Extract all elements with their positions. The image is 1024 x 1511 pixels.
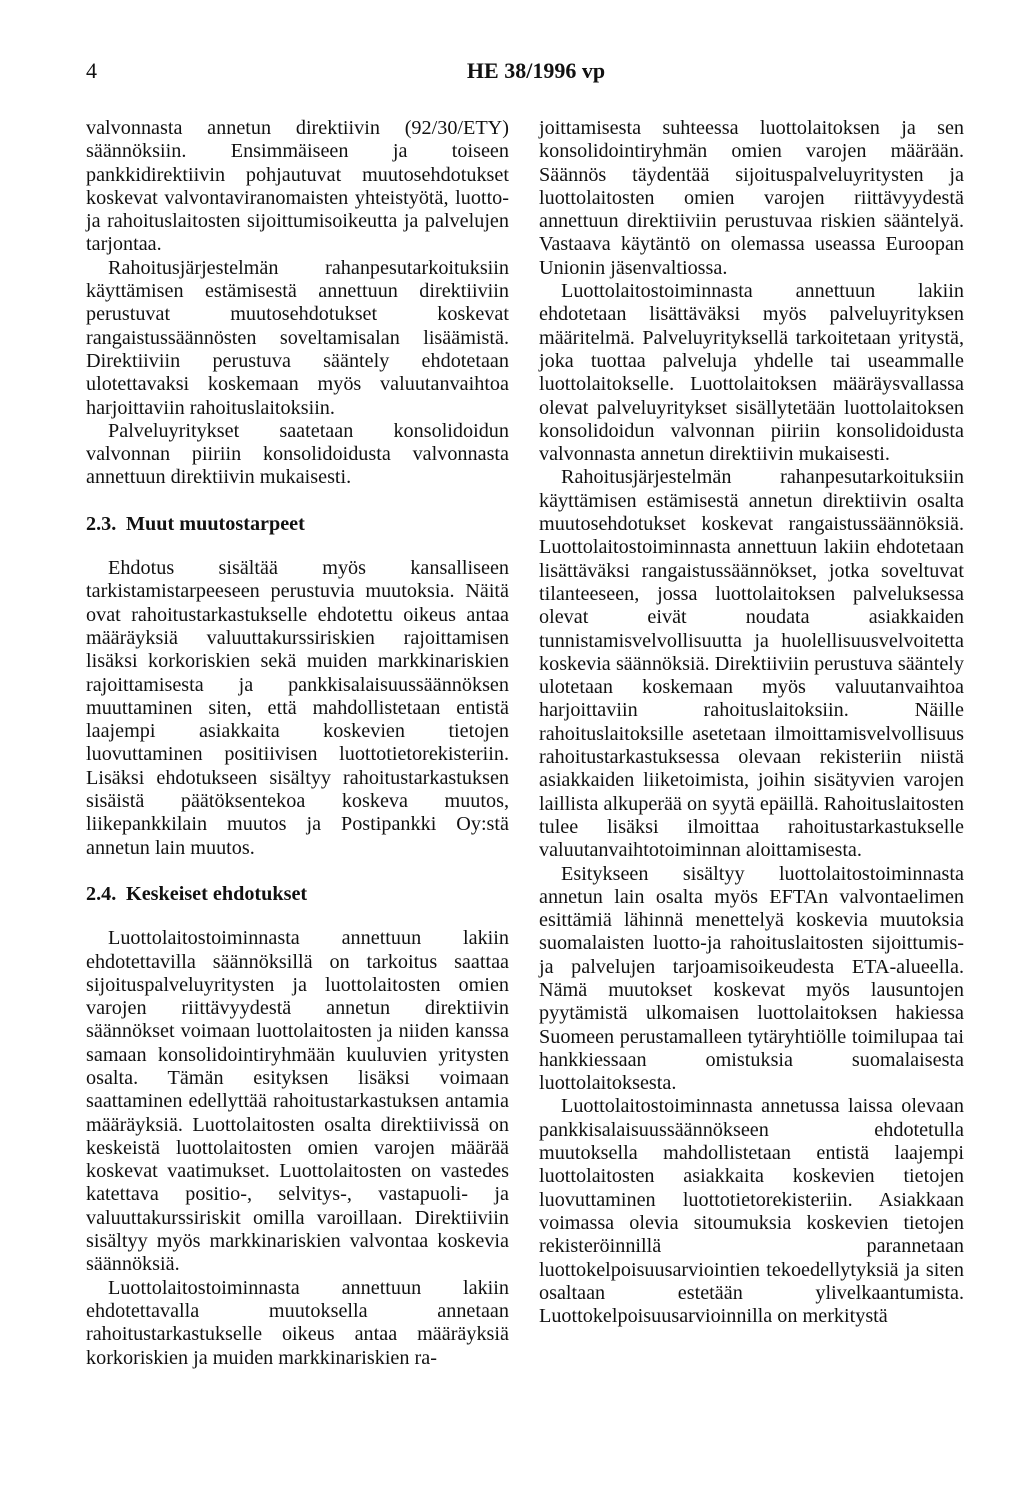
paragraph: Rahoitusjärjestelmän rahanpesutarkoituksiin käyttämisen estämisestä annettuun direktiiviin perustuvat muutosehdotukset koskevat rangaistussäännösten soveltamisalan lisäämistä. Direktiiviin perustuva sääntely ehdotetaan ulotettavaksi koskemaan myös valuutanvaihtoa harjoittaviin rahoituslaitoksiin.	[86, 256, 509, 419]
section-heading-2-3	[86, 513, 509, 536]
paragraph: Rahoitusjärjestelmän rahanpesutarkoituksiin käyttämisen estämisestä annetun direktiivin osalta muutosehdotukset koskevat rangaistussäännöksiä. Luottolaitostoiminnasta annettuun lakiin ehdotetaan lisättäväksi rangaistussäännökset, jotka soveltuvat tilanteeseen, jossa luottolaitoksen palveluksessa olevat eivät noudata asiakkaiden tunnistamisvelvollisuutta ja huolellisuusvelvoitetta koskevia säännöksiä. Direktiiviin perustuva sääntely ulotetaan koskemaan myös valuutanvaihtoa harjoittaviin rahoituslaitoksiin. Näille rahoituslaitoksille asetetaan ilmoittamisvelvollisuus rahoitustarkastuksessa olevaan rekisteriin niistä asiakkaiden liiketoimista, joihin sisätyvien varojen laillista alkuperää on syytä epäillä. Rahoituslaitosten tulee lisäksi ilmoittaa rahoitustarkastukselle valuutanvaihtotoiminnan aloittamisesta.	[539, 466, 964, 862]
section-number: 2.3.	[86, 512, 117, 535]
section-title: Muut muutostarpeet	[126, 512, 305, 535]
left-column	[86, 117, 509, 1370]
right-column	[539, 117, 964, 1328]
page-header	[86, 58, 986, 92]
document-id: HE 38/1996 vp	[466, 58, 606, 83]
paragraph: valvonnasta annetun direktiivin (92/30/ETY) säännöksiin. Ensimmäiseen ja toiseen pankkidirektiivin pohjautuvat muutosehdotukset koskevat valvontaviranomaisten yhteistyötä, luotto- ja rahoituslaitosten sijoittumisoikeutta ja palvelujen tarjontaa.	[86, 117, 509, 256]
page-number: 4	[86, 58, 97, 83]
section-number: 2.4.	[86, 882, 117, 905]
paragraph: Ehdotus sisältää myös kansalliseen tarkistamistarpeeseen perustuvia muutoksia. Näitä ovat rahoitustarkastukselle ehdotettu oikeus antaa määräyksiä valuuttakurssiriskien rajoittamisen lisäksi korkoriskien sekä muiden markkinariskien rajoittamisesta ja pankkisalaisuussäännöksen muuttaminen siten, että mahdollistetaan entistä laajempi asiakkaita koskevien tietojen luovuttaminen positiivisen luottotietorekisteriin. Lisäksi ehdotukseen sisältyy rahoitustarkastuksen sisäistä päätöksentekoa koskeva muutos, liikepankkilain muutos ja Postipankki Oy:stä annetun lain muutos.	[86, 557, 509, 859]
paragraph: Esitykseen sisältyy luottolaitostoiminnasta annetun lain osalta myös EFTAn valvontaelimen esittämiä lähinnä menettelyä koskevia muutoksia suomalaisten luotto-ja rahoituslaitosten sijoittumis- ja palvelujen tarjoamisoikeudesta ETA-alueella. Nämä muutokset koskevat myös lausuntojen pyytämistä ulkomaisen luottolaitoksen hakiessa Suomeen perustamalleen tytäryhtiölle toimilupaa tai hankkiessaan omistuksia suomalaisesta luottolaitoksesta.	[539, 862, 964, 1095]
paragraph: Luottolaitostoiminnasta annettuun lakiin ehdotetaan lisättäväksi myös palveluyrityksen määritelmä. Palveluyrityksellä tarkoitetaan yritystä, joka tuottaa palveluja yhdelle tai useammalle luottolaitokselle. Luottolaitoksen määräysvallassa olevat palveluyritykset sisällytetään luottolaitoksen konsolidoidun valvonnan piiriin konsolidoidusta valvonnasta annetun direktiivin mukaisesti.	[539, 280, 964, 466]
section-heading-2-4	[86, 883, 509, 906]
paragraph: Palveluyritykset saatetaan konsolidoidun valvonnan piiriin konsolidoidusta valvonnasta annettuun direktiivin mukaisesti.	[86, 419, 509, 489]
paragraph: Luottolaitostoiminnasta annettuun lakiin ehdotettavilla säännöksillä on tarkoitus saattaa sijoituspalveluyritysten ja luottolaitosten omien varojen riittävyydestä annetun direktiivin säännökset voimaan luottolaitosten ja niiden kanssa samaan konsolidointiryhmään kuuluvien yritysten osalta. Tämän esityksen lisäksi voimaan saattaminen edellyttää rahoitustarkastuksen antamia määräyksiä. Luottolaitosten osalta direktiivissä on keskeistä luottolaitosten omien varojen määrää koskevat vaatimukset. Luottolaitosten on vastedes katettava positio-, selvitys-, vastapuoli- ja valuuttakurssiriskit omilla varoillaan. Direktiiviin sisältyy myös markkinariskien valvontaa koskevia säännöksiä.	[86, 927, 509, 1276]
paragraph: joittamisesta suhteessa luottolaitoksen ja sen konsolidointiryhmän omien varojen määrään. Säännös täydentää sijoituspalveluyritysten ja luottolaitosten omien varojen riittävyydestä annettuun direktiiviin perustuvaa riskien sääntelyä. Vastaava käytäntö on olemassa useassa Euroopan Unionin jäsenvaltiossa.	[539, 117, 964, 279]
paragraph: Luottolaitostoiminnasta annetussa laissa olevaan pankkisalaisuussäännökseen ehdotetulla muutoksella mahdollistetaan entistä laajempi luottolaitosten asiakkaita koskevien tietojen luovuttaminen luottotietorekisteriin. Asiakkaan voimassa olevia sitoumuksia koskevien tietojen rekisteröinnillä parannetaan luottokelpoisuusarviointien tekoedellytyksiä ja siten osaltaan estetään ylivelkaantumista. Luottokelpoisuusarvioinnilla on merkitystä	[539, 1095, 964, 1328]
paragraph: Luottolaitostoiminnasta annettuun lakiin ehdotettavalla muutoksella annetaan rahoitustarkastukselle oikeus antaa määräyksiä korkoriskien ja muiden markkinariskien ra-	[86, 1276, 509, 1369]
section-title: Keskeiset ehdotukset	[126, 882, 308, 905]
